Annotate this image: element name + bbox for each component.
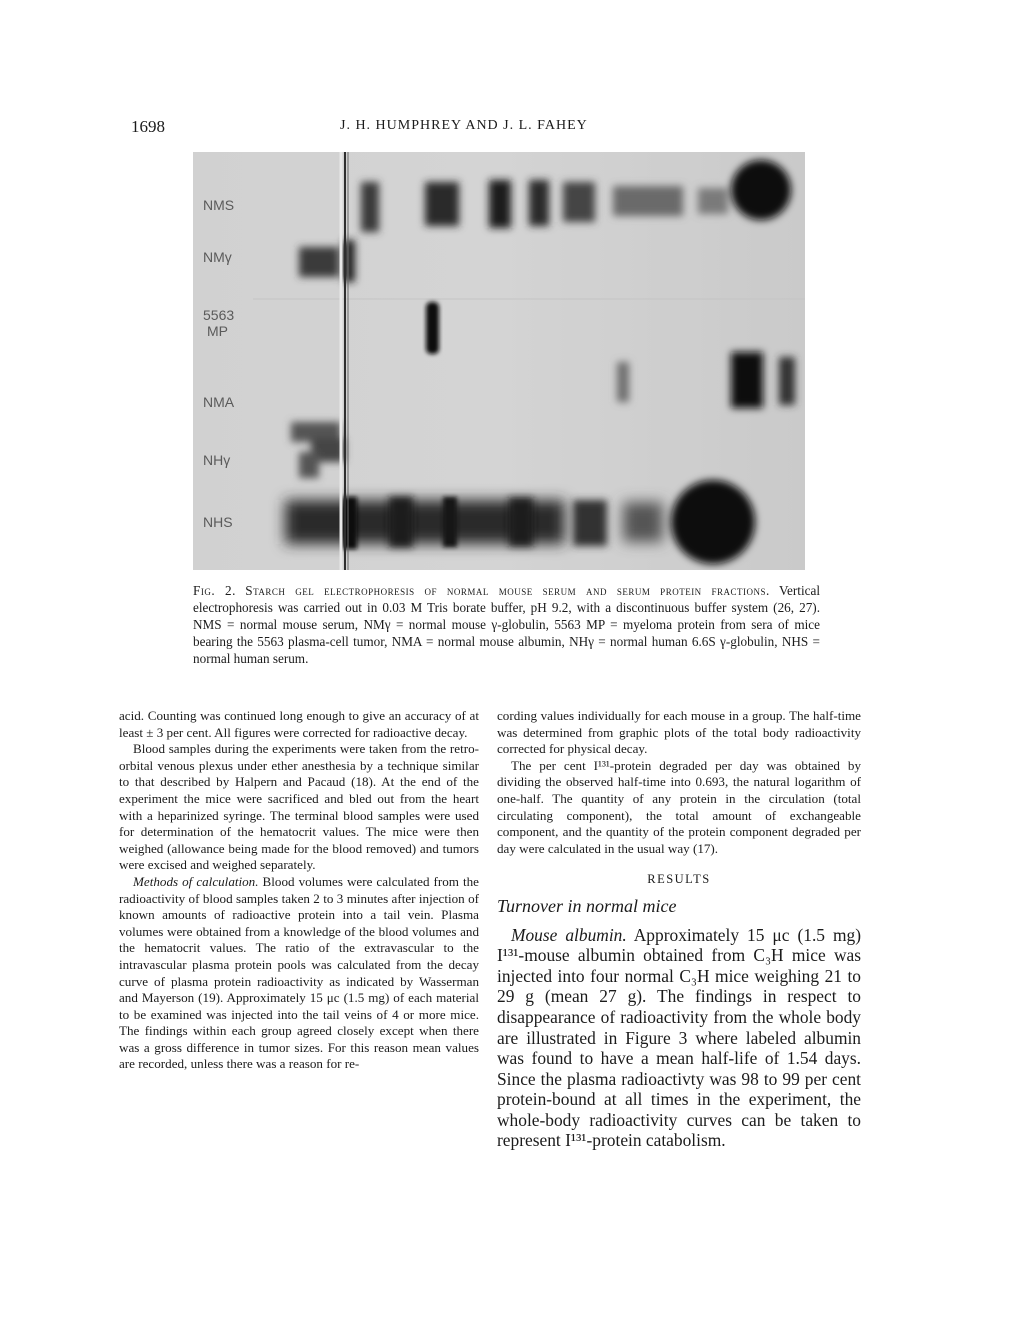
lane-label-mp: MP	[207, 323, 228, 339]
right-paragraph-1: cording values individually for each mouse in a group. The half-time was determined from graphic plots of the total body radioactivity corrected for physical decay.	[497, 708, 861, 757]
caption-body: Vertical electrophoresis was carried out in 0.03 M Tris borate buffer, pH 9.2, with a discontinuous buffer system (26, 27). NMS = normal mouse serum, NMγ = normal mouse γ-globulin, 5563 MP = myeloma protein from sera of mice bearing the 5563 plasma-cell tumor, NMA = normal mouse albumin, NHγ = normal human 6.6S γ-globulin, NHS = normal human serum.	[193, 583, 821, 666]
gel-image	[193, 152, 805, 570]
nms-albumin-spot	[731, 160, 791, 220]
right-column	[497, 708, 861, 1151]
left-paragraph-2: Blood samples during the experiments were taken from the retro-orbital venous plexus under ether anesthesia by a technique similar to that described by Halpern and Pacaud (18). At the end of the experiment the mice were sacrificed and bled out from the heart with a heparinized syringe. The terminal blood samples were used for determination of the hematocrit values. The mice were then weighed (allowance being made for the blood removed) and tumors were excised and weighed separately.	[119, 741, 479, 873]
lane-label-nmg: NMγ	[203, 249, 232, 265]
figure-caption	[193, 582, 820, 667]
running-head: J. H. HUMPHREY AND J. L. FAHEY	[340, 118, 588, 133]
left-column	[119, 708, 479, 1073]
caption-title: Starch gel electrophoresis of normal mouse serum and serum protein fractions.	[245, 583, 770, 598]
lane-label-nhs: NHS	[203, 514, 233, 530]
left-paragraph-3	[119, 874, 479, 1073]
methods-subheading: Methods of calculation.	[133, 873, 259, 889]
lane-label-nms: NMS	[203, 197, 235, 213]
results-heading: RESULTS	[647, 872, 711, 887]
lane-label-5563: 5563	[203, 307, 235, 323]
page-number: 1698	[131, 117, 165, 136]
lane-5563mp-bands	[426, 302, 439, 354]
mouse-albumin-text: Approximately 15 μc (1.5 mg) I¹³¹-mouse albumin obtained from C₃H mice was injected into four normal C₃H mice weighing 21 to 29 g (mean 27 g). The findings in respect to disappearance of radioactivity from the whole body are illustrated in Figure 3 where labeled albumin was found to have a mean half-life of 1.54 days. Since the plasma radioactivty was 98 to 99 per cent protein-bound at all times in the experiment, the whole-body radioactivity curves can be taken to represent I¹³¹-protein catabolism.	[497, 924, 861, 1151]
electrophoresis-figure	[193, 152, 805, 570]
lane-label-nhg: NHγ	[203, 452, 231, 468]
mouse-albumin-subheading: Mouse albumin.	[511, 924, 627, 945]
methods-text: Blood volumes were calculated from the radioactivity of blood samples taken 2 to 3 minutes after injection of known amounts of radioactive protein into a tail vein. Plasma volumes were obtained from a knowledge of the blood volumes and the hematocrit values. The ratio of the extravascular to the intravascular plasma protein pools was calculated from the decay curve of plasma protein radioactivity as indicated by Wasserman and Mayerson (19). Approximately 15 μc (1.5 mg) of each material to be examined was injected into the tail veins of 4 or more mice. The findings within each group agreed closely except when there was a gross difference in tumor sizes. For this reason mean values are recorded, unless there was a reason for re-	[119, 873, 479, 1072]
section-heading: Turnover in normal mice	[497, 895, 677, 916]
nhs-albumin-spot	[671, 480, 755, 564]
caption-figure-number: Fig. 2.	[193, 583, 236, 598]
right-paragraph-3	[497, 925, 861, 1152]
left-paragraph-1: acid. Counting was continued long enough to give an accuracy of at least ± 3 per cent. All figures were corrected for radioactive decay.	[119, 708, 479, 740]
lane-label-nma: NMA	[203, 394, 235, 410]
right-paragraph-2: The per cent I¹³¹-protein degraded per day was obtained by dividing the observed half-time into 0.693, the natural logarithm of one-half. The quantity of any protein in the circulation (total circulating component), the total amount of exchangeable component, and the quantity of the protein component degraded per day were calculated in the usual way (17).	[497, 757, 861, 856]
